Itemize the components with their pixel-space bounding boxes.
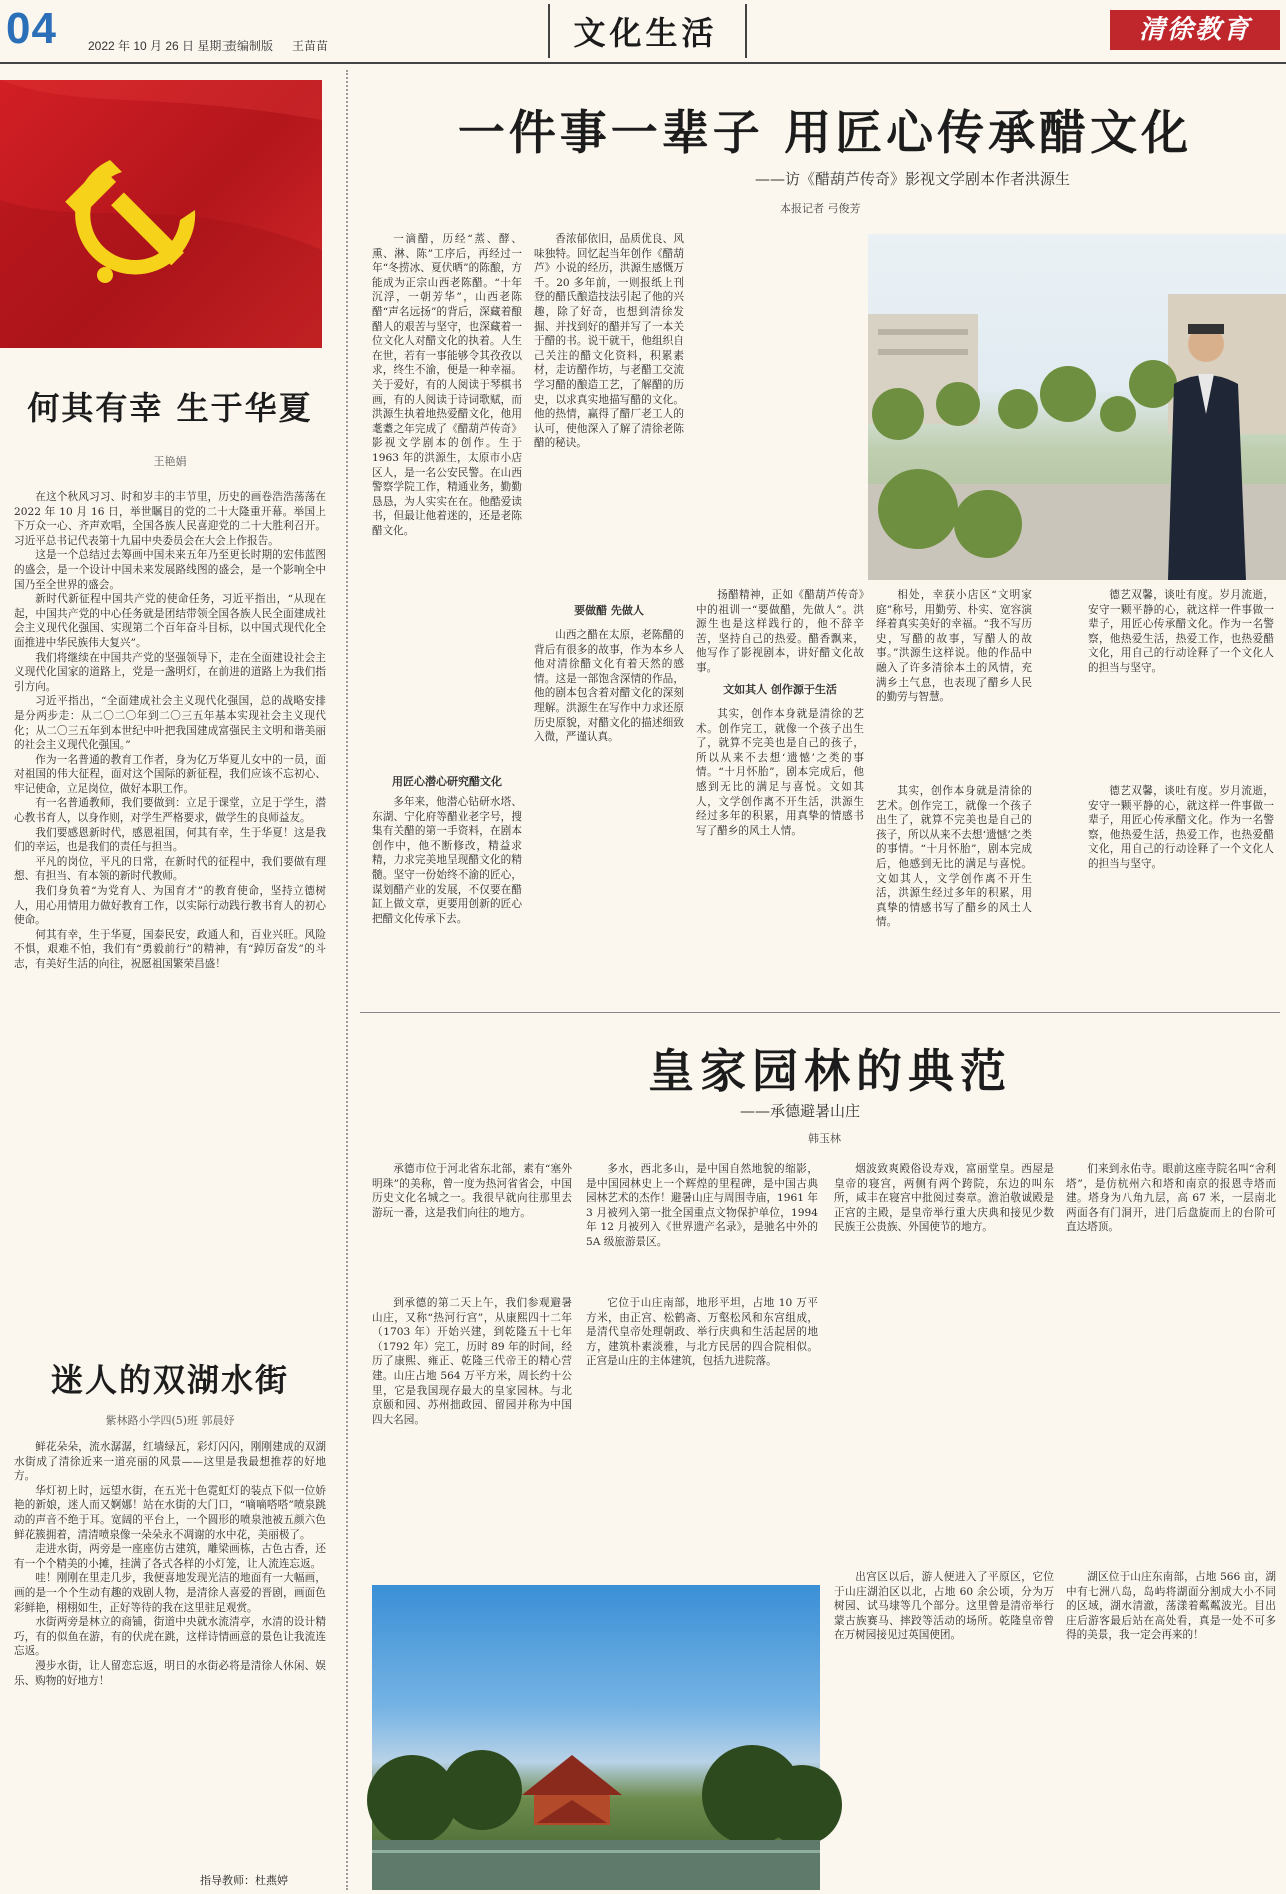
main-headline: 一件事一辈子 用匠心传承醋文化	[457, 106, 1193, 161]
second-headline: 皇家园林的典范	[648, 1044, 1012, 1098]
article-author: 王艳娟	[153, 455, 187, 468]
article-title-shuanghu: 迷人的双湖水街	[50, 1361, 289, 1399]
advisor-credit: 指导教师：杜燕婷	[200, 1874, 288, 1887]
paragraph: 其实，创作本身就是清徐的艺术。创作完工，就像一个孩子出生了，就算不完美也是自己的孩子，所以从来不去想‘遗憾’之类的事情。“十月怀胎”，剧本完成后，他感到无比的满足与喜悦。文如其人，文学创作离不开生活，洪源生经过多年的积累，用真挚的情感书写了醋乡的风土人情。	[876, 785, 1032, 929]
paragraph: 何其有幸，生于华夏，国泰民安，政通人和，百业兴旺。风险不惧，艰难不怕，我们有“勇毅前行”的精神，有“踔厉奋发”的斗志，有美好生活的向往，祝愿祖国繁荣昌盛！	[14, 928, 326, 970]
pavilion-lake-icon	[372, 1585, 820, 1890]
paragraph: 出宫区以后，游人便进入了平原区，它位于山庄湖泊区以北，占地 60 余公顷，分为万树园、试马埭等几个部分。这里曾是清帝举行蒙古族赛马、摔跤等活动的场所。乾隆皇帝曾在万树园接见过英国使团。	[834, 1571, 1054, 1642]
article-column	[876, 784, 1032, 1000]
article-separator	[360, 1012, 1280, 1013]
article-column	[586, 1162, 818, 1290]
paragraph: 到承德的第二天上午，我们参观避暑山庄，又称“热河行宫”，从康熙四十二年（1703 年）开始兴建，到乾隆五十七年（1792 年）完工，历时 89 年的时间，经历了康熙、雍正、乾隆三代帝王的精心营建。山庄占地 564 万平方米，周长约十公里，它是我国现存最大的皇家园林。与北京颐和园、苏州拙政园、留园并称为中国四大名园。	[372, 1297, 572, 1426]
editor-name: 王苗苗	[292, 39, 329, 53]
article-column	[372, 232, 522, 777]
paragraph: 华灯初上时，远望水街，在五光十色霓虹灯的装点下似一位娇艳的新娘，迷人而又婀娜！站在水街的大门口，“嘀嘀嗒嗒”喷泉跳动的声音不绝于耳。宽阔的平台上，一个圆形的喷泉池被五颜六色鲜花簇拥着，清清喷泉像一朵朵永不凋谢的水中花，美丽极了。	[14, 1484, 326, 1541]
article-column	[1066, 1570, 1276, 1885]
paper-logo: 清徐教育	[1110, 10, 1280, 50]
paragraph: 平凡的岗位，平凡的日常，在新时代的征程中，我们要做有理想、有担当、有本领的新时代教师。	[14, 855, 326, 883]
paragraph: 走进水街，两旁是一座座仿古建筑，雕梁画栋，古色古香，还有一个个精美的小摊，挂满了各式各样的小灯笼，让人流连忘返。	[14, 1543, 326, 1570]
paragraph: 湖区位于山庄东南部，占地 566 亩，湖中有七洲八岛，岛屿将湖面分割成大小不同的区域，湖水清澈，荡漾着粼粼波光。目出庄后游客最后站在高处看，真是一处不可多得的美景，我一定会再来的！	[1066, 1571, 1276, 1642]
paragraph: 香浓郁依旧，品质优良、风味独特。回忆起当年创作《醋葫芦》小说的经历，洪源生感慨万千。20 多年前，一则报纸上刊登的醋氏酿造技法引起了他的兴趣，除了好奇，也想到清徐发掘、并找到好的醋并写了一本关于醋的书。说干就干，他组织自己关注的醋文化资料，积累素材，走访醋作坊，与老醋工交流学习醋的酿造工艺，了解醋的历史，以求真实地描写醋的文化。他的热情，赢得了醋厂老工人的认可，使他深入了解了清徐老陈醋的秘诀。	[534, 233, 684, 450]
campus-scene-icon	[868, 234, 1286, 580]
section-subhead: 要做醋 先做人	[574, 604, 644, 617]
hammer-sickle-icon	[0, 80, 322, 348]
paragraph: 在这个秋风习习、时和岁丰的丰节里，历史的画卷浩浩荡荡在 2022 年 10 月 16 日，举世瞩目的党的二十大隆重开幕。举国上下万众一心、齐声欢唱，全国各族人民喜迎党的二十大胜利召开。习近平总书记代表第十九届中央委员会在大会上作报告。	[14, 491, 326, 547]
paragraph: 们来到永佑寺。眼前这座寺院名叫“舍利塔”，是仿杭州六和塔和南京的报恩寺塔而建。塔身为八角九层，高 67 米，一层南北两面各有门洞开，进门后盘旋而上的台阶可直达塔顶。	[1066, 1163, 1276, 1234]
article-column	[834, 1570, 1054, 1885]
paragraph: 哇！刚刚在里走几步，我便喜地发现光洁的地面有一大幅画，画的是一个个生动有趣的戏剧人物，是清徐人喜爱的晋剧，画面色彩鲜艳，栩栩如生，正好等待的我在这里驻足观赏。	[14, 1572, 326, 1614]
paragraph: 作为一名普通的教育工作者，身为亿万华夏儿女中的一员，面对祖国的伟大征程，面对这个国际的新征程，我们应该不忘初心、牢记使命，立足岗位，做好本职工作。	[14, 753, 326, 795]
paragraph: 这是一个总结过去筹画中国未来五年乃至更长时期的宏伟蓝图的盛会，是一个设计中国未来发展路线图的盛会，是一个影响全中国乃至全世界的盛会。	[14, 549, 326, 591]
paragraph: 习近平指出，“全面建成社会主义现代化强国，总的战略安排是分两步走：从二〇二〇年到二〇三五年基本实现社会主义现代化；从二〇三五年到本世纪中叶把我国建成富强民主文明和谐美丽的社会主义现代化强国。”	[14, 695, 326, 752]
paragraph: 漫步水街，让人留恋忘返，明日的水街必将是清徐人休闲、娱乐、购物的好地方！	[14, 1659, 326, 1687]
article-body-shuanghu	[14, 1440, 326, 1865]
paragraph: 其实，创作本身就是清徐的艺术。创作完工，就像一个孩子出生了，就算不完美也是自己的孩子，所以从来不去想‘遗憾’之类的事情。“十月怀胎”，剧本完成后，他感到无比的满足与喜悦。文如其人，文学创作离不开生活，洪源生经过多年的积累，用真挚的情感书写了醋乡的风土人情。	[696, 708, 864, 837]
party-flag-image	[0, 80, 322, 348]
article-column	[534, 232, 684, 587]
article-column	[834, 1162, 1054, 1562]
article-title-heyouxing: 何其有幸 生于华夏	[27, 389, 313, 427]
paragraph: 我们身负着“为党育人、为国育才”的教育使命，坚持立德树人，用心用情用力做好教育工作，以实际行动践行教书育人的初心使命。	[14, 885, 326, 927]
section-subhead: 用匠心潜心研究醋文化	[392, 775, 502, 788]
article-column	[534, 628, 684, 1000]
paragraph: 有一名普通教师，我们要做到：立足于课堂，立足于学生，潜心教书育人，以身作则，对学生严格要求，做学生的良师益友。	[14, 797, 326, 825]
reporter-credit: 本报记者 弓俊芳	[780, 202, 861, 215]
paragraph: 它位于山庄南部，地形平坦，占地 10 万平方米，由正宫、松鹤斋、万壑松风和东宫组成，是清代皇帝处理朝政、举行庆典和生活起居的地方，建筑朴素淡雅，与北方民居的四合院相似。正宫是山庄的主体建筑，包括九进院落。	[586, 1297, 818, 1368]
paragraph: 多年来，他潜心钻研水塔、东湖、宁化府等醋业老字号，搜集有关醋的第一手资料，在剧本创作中，他不断修改，精益求精，力求完美地呈现醋文化的精髓。坚守一份始终不渝的匠心，谋划醋产业的发展，不仅要在醋缸上做文章，更要用创新的匠心把醋文化传承下去。	[372, 796, 522, 925]
second-subtitle: ——承德避暑山庄	[740, 1102, 861, 1120]
article-column	[696, 707, 864, 1000]
article-column	[372, 1162, 572, 1290]
article-column	[1088, 588, 1274, 778]
article-author: 韩玉林	[808, 1132, 841, 1145]
section-title: 文化生活	[573, 14, 718, 52]
portrait-photo-police	[868, 234, 1286, 580]
paragraph: 扬醋精神，正如《醋葫芦传奇》中的祖训一“要做醋，先做人”。洪源生也是这样践行的，他不辞辛苦，坚持自己的热爱。醋香飘来，他写作了影视剧本，讲好醋文化故事。	[696, 589, 864, 674]
main-subtitle: ——访《醋葫芦传奇》影视文学剧本作者洪源生	[754, 170, 1070, 188]
paragraph: 水街两旁是林立的商铺，街道中央就水流清亭，水清的设计精巧，有的似鱼在游，有的伏虎在跳，这样诗情画意的景色让我流连忘返。	[14, 1616, 326, 1658]
paragraph: 多水，西北多山，是中国自然地貌的缩影，是中国园林史上一个辉煌的里程碑，是中国古典园林艺术的杰作！避暑山庄与周围寺庙，1961 年 3 月被列入第一批全国重点文物保护单位，1994 年 12 月被列入《世界遗产名录》，是驰名中外的 5A 级旅游景区。	[586, 1163, 818, 1248]
article-body-heyouxing	[14, 490, 326, 1315]
paragraph: 新时代新征程中国共产党的使命任务，习近平指出，“从现在起，中国共产党的中心任务就是团结带领全国各族人民全面建成社会主义现代化强国、实现第二个百年奋斗目标，以中国式现代化全面推进中华民族伟大复兴”。	[14, 593, 326, 649]
article-column	[372, 1296, 572, 1578]
article-column	[1066, 1162, 1276, 1562]
article-column	[372, 795, 522, 1000]
article-column	[876, 588, 1032, 778]
paragraph: 鲜花朵朵，流水潺潺，红墙绿瓦，彩灯闪闪，刚刚建成的双湖水街成了清徐近来一道亮丽的风景——这里是我最想推荐的好地方。	[14, 1441, 326, 1483]
editor-role: 责编制版	[225, 39, 274, 53]
paragraph: 承德市位于河北省东北部，素有“塞外明珠”的美称，曾一度为热河省省会，中国历史文化名城之一。我很早就向往那里去游玩一番，这是我们向往的地方。	[372, 1163, 572, 1219]
paragraph: 山西之醋在太原，老陈醋的背后有很多的故事，作为本乡人他对清徐醋文化有着天然的感情。这是一部饱含深情的作品，他的剧本包含着对醋文化的深刻理解。洪源生在写作中力求还原历史原貌，对醋文化的描述细致入微，严谨认真。	[534, 629, 684, 744]
paragraph: 我们要感恩新时代，感恩祖国，何其有幸，生于华夏！这是我们的幸运，也是我们的责任与担当。	[14, 826, 326, 854]
article-column	[586, 1296, 818, 1578]
paragraph: 烟波致爽殿俗设寿戏，富丽堂皇。西屋是皇帝的寝宫，两侧有两个跨院，东边的叫东所，咸丰在寝宫中批阅过奏章。澹泊敬诚殿是正宫的主殿，是皇帝举行重大庆典和接见少数民族王公贵族、外国使节的地方。	[834, 1163, 1054, 1234]
issue-date: 2022 年 10 月 26 日 星期三	[88, 39, 234, 53]
paragraph: 一滴醋，历经“蒸、酵、熏、淋、陈”工序后，再经过一年“冬捞冰、夏伏晒”的陈酿，方能成为正宗山西老陈醋。“十年沉浮，一朝芳华”，山西老陈醋“声名远扬”的背后，深藏着酿醋人的艰苦与坚守，也深藏着一位文化人对醋文化的执着。人生在世，若有一事能够令其孜孜以求，终生不渝，便是一种幸福。关于爱好，有的人阅读于琴棋书画，有的人阅读于诗词歌赋，而洪源生执着地热爱醋文化，他用耄耋之年完成了《醋葫芦传奇》影视文学剧本的创作。生于 1963 年的洪源生，太原市小店区人，是一名公安民警。在山西警察学院工作，精通业务，勤勤恳恳，为人实实在在。他酷爱读书，但最让他着迷的，还是老陈醋文化。	[372, 233, 522, 537]
article-author: 紫林路小学四(5)班 郭晨妤	[105, 1414, 235, 1427]
paragraph: 德艺双馨，谈吐有度。岁月流逝，安守一颗平静的心，就这样一件事做一辈子，用匠心传承醋文化。作为一名警察，他热爱生活，热爱工作，也热爱醋文化，用自己的行动诠释了一个文化人的担当与坚守。	[1088, 785, 1274, 870]
page-number: 04	[6, 4, 57, 53]
summer-resort-lake-photo	[372, 1585, 820, 1890]
article-column	[1088, 784, 1274, 1000]
article-column	[696, 588, 864, 674]
column-divider	[346, 70, 348, 1890]
section-subhead: 文如其人 创作源于生活	[723, 683, 837, 696]
paragraph: 我们将继续在中国共产党的坚强领导下，走在全面建设社会主义现代化国家的道路上，党是一盏明灯，在前进的道路上为我们指引方向。	[14, 651, 326, 693]
paragraph: 德艺双馨，谈吐有度。岁月流逝，安守一颗平静的心，就这样一件事做一辈子，用匠心传承醋文化。作为一名警察，他热爱生活，热爱工作，也热爱醋文化，用自己的行动诠释了一个文化人的担当与坚守。	[1088, 589, 1274, 674]
paragraph: 相处，幸获小店区“文明家庭”称号，用勤劳、朴实、宽容演绎着真实美好的幸福。“我不写历史，写醋的故事，写醋人的故事。”洪源生这样说。他的作品中融入了许多清徐本土的风情，充满乡土气息，也表现了醋乡人民的勤劳与智慧。	[876, 589, 1032, 704]
